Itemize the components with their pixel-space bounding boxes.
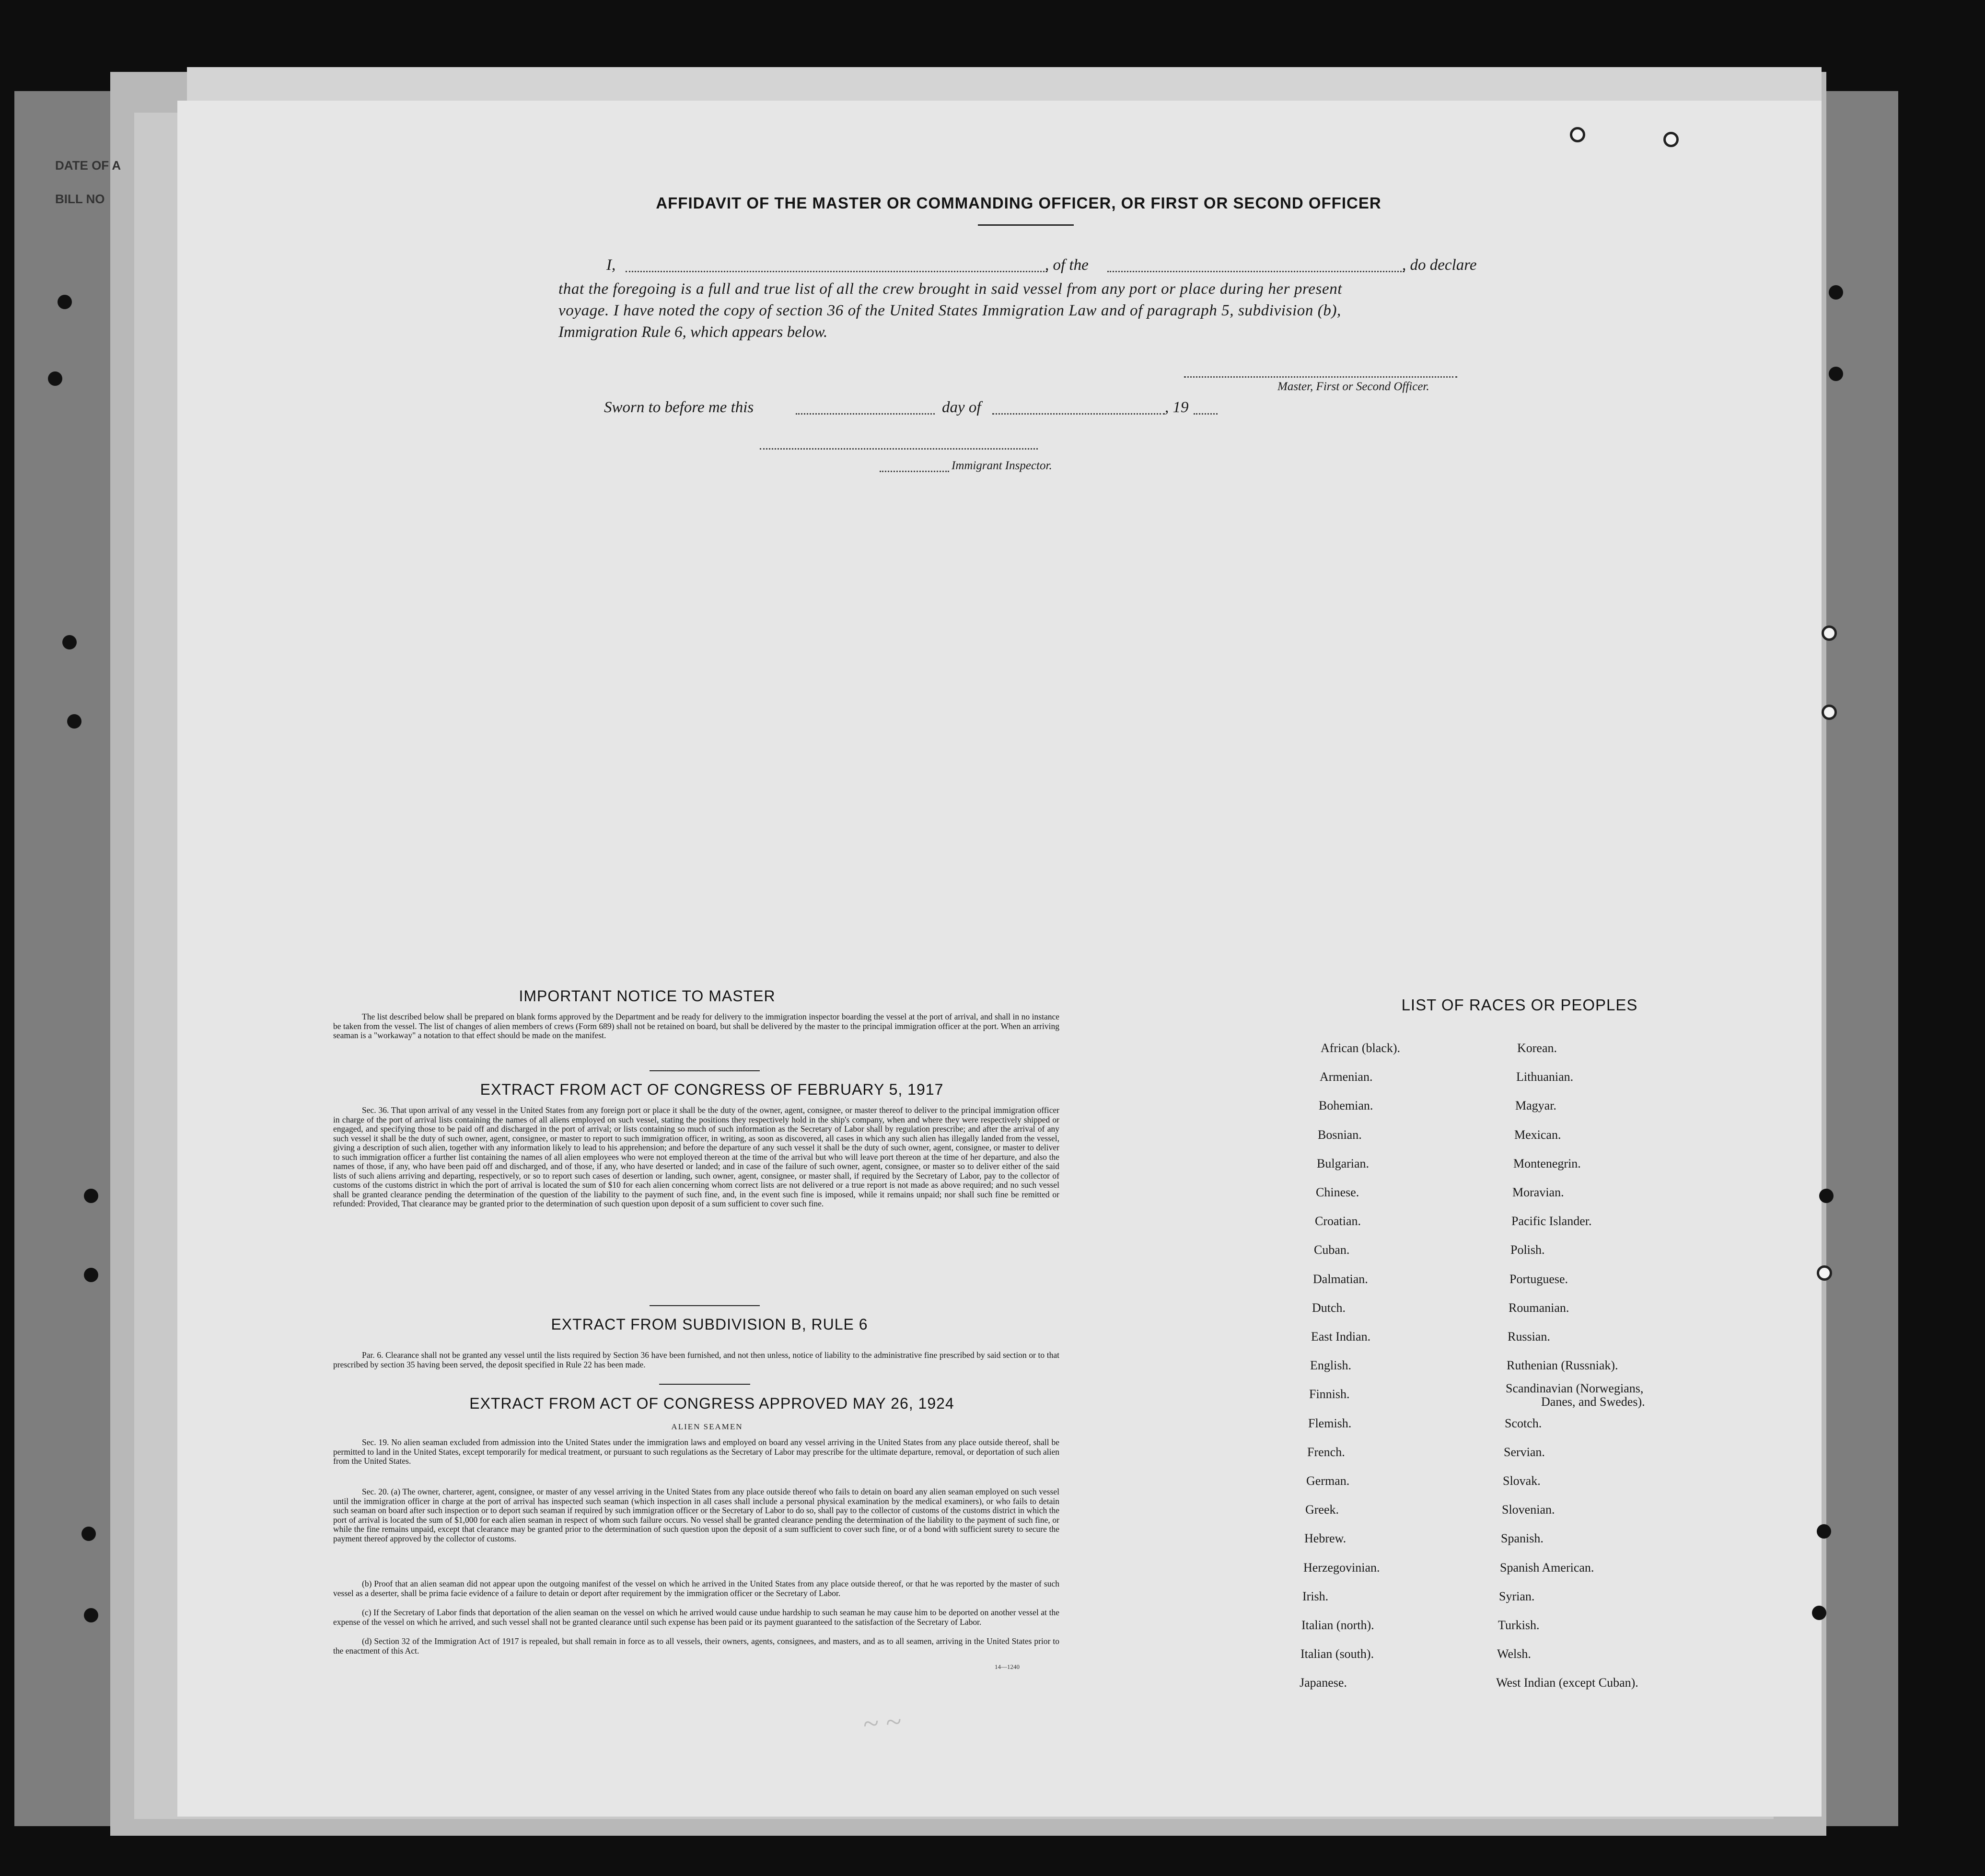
race-item: Hebrew. bbox=[1304, 1531, 1347, 1546]
extract-1924-sec19: Sec. 19. No alien seaman excluded from admission into the United States under the immigration laws and employed on board any vessel arriving in the United States from any place outside thereof, shall be permitted to land in the United States, except temporarily for medical treatment, or pursuant to such regulations as the Secretary of Labor may prescribe for the ultimate departure, removal, or deportation of such alien from the United States. bbox=[333, 1437, 1059, 1466]
race-item: Flemish. bbox=[1308, 1416, 1352, 1430]
punch-hole bbox=[1812, 1606, 1826, 1620]
race-item: Mexican. bbox=[1514, 1127, 1561, 1142]
inspector-label: Immigrant Inspector. bbox=[952, 459, 1052, 472]
race-item: Magyar. bbox=[1515, 1099, 1556, 1113]
month-blank bbox=[992, 413, 1165, 415]
master-signature-line bbox=[1184, 376, 1457, 378]
inspector-short-line bbox=[880, 471, 949, 472]
race-item: Russian. bbox=[1508, 1330, 1550, 1343]
extract-1924-sec20b: (b) Proof that an alien seaman did not appear upon the outgoing manifest of the vessel on which he arrived in the United States from any place outside thereof, or that he was reported by the master of such vessel as a deserter, shall be prima facie evidence of a failure to detain or deport after requirement by the immigration officer or the Secretary of Labor. bbox=[333, 1579, 1059, 1598]
punch-hole bbox=[1663, 132, 1679, 147]
extract-1924-sec20a: Sec. 20. (a) The owner, charterer, agent, consignee, or master of any vessel arriving in the United States from any place outside thereof who fails to detain on board any alien seaman employed on such vessel until the immigration officer in charge at the port of arrival has inspected such seaman (which inspection in all cases shall include a personal physical examination by the medical examiners), or who fails to detain such seaman on board after such inspection or to deport such seaman if required by such immigration officer or the Secretary of Labor to do so, shall pay to the collector of customs of the customs district in which the port of arrival is located the sum of $1,000 for each alien seaman in respect of whom such failure occurs. No vessel shall be granted clearance pending the determination of the liability to the payment of such fine, or while the fine remains unpaid, except that clearance may be granted prior to the determination of such question upon the deposit of a sum sufficient to cover such fine, or of a bond with sufficient surety to secure the payment thereof approved by the collector of customs. bbox=[333, 1487, 1059, 1543]
affidavit-line2: that the foregoing is a full and true list of all the crew brought in said vessel from any port or place during her present bbox=[558, 280, 1343, 298]
race-item: Spanish. bbox=[1501, 1531, 1544, 1546]
title-rule bbox=[978, 224, 1074, 226]
race-item: Servian. bbox=[1504, 1445, 1545, 1459]
vessel-blank bbox=[1107, 271, 1405, 272]
race-item: Pacific Islander. bbox=[1511, 1214, 1592, 1228]
race-item: Lithuanian. bbox=[1516, 1070, 1574, 1084]
race-item: West Indian (except Cuban). bbox=[1496, 1676, 1638, 1690]
race-item: Roumanian. bbox=[1509, 1300, 1569, 1315]
races-title: LIST OF RACES OR PEOPLES bbox=[1401, 996, 1638, 1014]
section-rule bbox=[650, 1305, 760, 1306]
affidavit-declare: , do declare bbox=[1402, 256, 1477, 274]
affidavit-line4: Immigration Rule 6, which appears below. bbox=[558, 324, 828, 341]
race-item: Greek. bbox=[1305, 1503, 1339, 1517]
race-item: Korean. bbox=[1517, 1041, 1557, 1055]
extract-rule6-text: Par. 6. Clearance shall not be granted any vessel until the lists required by Section 36 have been furnished, and not then unless, notice of liability to the administrative fine prescribed by said section or to that prescribed by section 35 having been served, the deposit specified in Rule 22 has been made. bbox=[333, 1350, 1059, 1369]
year-label: , 19 bbox=[1165, 399, 1189, 416]
sworn-day-blank bbox=[796, 413, 935, 415]
race-item: Spanish American. bbox=[1500, 1560, 1594, 1575]
race-item: East Indian. bbox=[1311, 1330, 1371, 1343]
punch-hole bbox=[67, 714, 81, 729]
race-item: German. bbox=[1306, 1474, 1350, 1488]
name-blank bbox=[626, 271, 1047, 272]
race-item-continuation: Danes, and Swedes). bbox=[1541, 1395, 1645, 1409]
race-item: Dutch. bbox=[1312, 1300, 1346, 1315]
race-item: Scandinavian (Norwegians, bbox=[1506, 1381, 1644, 1396]
form-number: 14—1240 bbox=[995, 1663, 1020, 1670]
affidavit-i: I, bbox=[606, 256, 616, 274]
margin-bill-label: BILL NO bbox=[55, 192, 105, 206]
punch-hole bbox=[1822, 625, 1837, 641]
inspector-signature-line bbox=[760, 448, 1038, 450]
race-item: Montenegrin. bbox=[1513, 1156, 1581, 1170]
punch-hole bbox=[1817, 1524, 1831, 1539]
race-item: Cuban. bbox=[1314, 1243, 1350, 1257]
alien-seamen-subtitle: ALIEN SEAMEN bbox=[671, 1422, 743, 1431]
punch-hole bbox=[84, 1608, 98, 1622]
punch-hole bbox=[1819, 1189, 1834, 1203]
affidavit-line3: voyage. I have noted the copy of section 36 of the United States Immigration Law and of paragraph 5, subdivision (b), bbox=[558, 302, 1341, 319]
race-item: Herzegovinian. bbox=[1303, 1560, 1380, 1575]
race-item: English. bbox=[1310, 1358, 1351, 1373]
punch-hole bbox=[81, 1527, 96, 1541]
punch-hole bbox=[84, 1268, 98, 1282]
day-of-label: day of bbox=[942, 399, 981, 416]
punch-hole bbox=[1829, 285, 1843, 300]
race-item: Moravian. bbox=[1512, 1185, 1564, 1199]
race-item: Welsh. bbox=[1497, 1647, 1531, 1661]
race-item: Croatian. bbox=[1315, 1214, 1361, 1228]
extract-rule6-title: EXTRACT FROM SUBDIVISION B, RULE 6 bbox=[551, 1316, 868, 1333]
race-item: Armenian. bbox=[1320, 1070, 1373, 1084]
notice-title: IMPORTANT NOTICE TO MASTER bbox=[519, 987, 776, 1005]
year-blank bbox=[1194, 413, 1218, 415]
punch-hole bbox=[1817, 1265, 1832, 1281]
punch-hole bbox=[48, 371, 62, 386]
race-item: Bohemian. bbox=[1319, 1099, 1373, 1113]
race-item: Japanese. bbox=[1300, 1676, 1347, 1690]
race-item: Syrian. bbox=[1499, 1589, 1535, 1603]
extract-1917-title: EXTRACT FROM ACT OF CONGRESS OF FEBRUARY 5, 1917 bbox=[480, 1081, 944, 1098]
faint-handwriting: ~ ~ bbox=[861, 1705, 903, 1740]
extract-1924-title: EXTRACT FROM ACT OF CONGRESS APPROVED MAY 26, 1924 bbox=[469, 1395, 954, 1412]
punch-hole bbox=[62, 635, 77, 649]
extract-1924-sec20c: (c) If the Secretary of Labor finds that deportation of the alien seaman on the vessel on which he arrived would cause undue hardship to such seaman he may cause him to be deported on another vessel at the expense of the vessel on which he arrived, and such vessel shall not be granted clearance until such expense has been paid or its payment guaranteed to the satisfaction of the Secretary of Labor. bbox=[333, 1608, 1059, 1627]
race-item: Dalmatian. bbox=[1313, 1272, 1368, 1286]
race-item: Bulgarian. bbox=[1317, 1156, 1370, 1170]
race-item: Portuguese. bbox=[1509, 1272, 1568, 1286]
section-rule bbox=[659, 1384, 750, 1385]
affidavit-title: AFFIDAVIT OF THE MASTER OR COMMANDING OFFICER, OR FIRST OR SECOND OFFICER bbox=[656, 194, 1381, 212]
race-item: Polish. bbox=[1510, 1243, 1545, 1257]
race-item: Italian (north). bbox=[1301, 1618, 1374, 1632]
punch-hole bbox=[58, 295, 72, 309]
race-item: Italian (south). bbox=[1300, 1647, 1374, 1661]
extract-1917-text: Sec. 36. That upon arrival of any vessel in the United States from any foreign port or place it shall be the duty of the owner, agent, consignee, or master thereof to deliver to the principal immigration officer in charge of the port of arrival lists containing the names of all aliens employed on such vessel, stating the positions they respectively hold in the ship's company, when and where they were respectively shipped or engaged, and specifying those to be paid off and discharged in the port of arrival; or lists containing so much of such information as the Secretary of Labor shall by regulation prescribe; and after the arrival of any such vessel it shall be the duty of such owner, agent, consignee, or master to report to such immigration officer, in writing, as soon as discovered, all cases in which any such alien has illegally landed from the vessel, giving a description of such alien, together with any information likely to lead to his apprehension; and before the departure of any such vessel it shall be the duty of such owner, agent, consignee, or master to deliver to such immigration officer a further list containing the names of all alien employees who were not employed thereon at the time of the arrival but who will leave port thereon at the time of her departure, and also the names of those, if any, who have been paid off and discharged, and of those, if any, who have deserted or landed; and in case of the failure of such owner, agent, consignee, or master so to deliver either of the said lists of such aliens arriving and departing, respectively, or so to report such cases of desertion or landing, such owner, agent, consignee, or master shall, if required by the Secretary of Labor, pay to the collector of customs of the customs district in which the port of arrival is located the sum of $10 for each alien concerning whom correct lists are not delivered or a true report is not made as above required; and no such vessel shall be granted clearance pending the determination of the question of the liability to the payment of such fine, and, in the event such fine is imposed, while it remains unpaid; nor shall such fine be remitted or refunded: Provided, That clearance may be granted prior to the determination of such question upon deposit of a sum sufficient to cover such fine. bbox=[333, 1105, 1059, 1208]
race-item: Finnish. bbox=[1309, 1387, 1350, 1401]
race-item: French. bbox=[1307, 1445, 1345, 1459]
section-rule bbox=[650, 1070, 760, 1071]
race-item: African (black). bbox=[1321, 1041, 1401, 1055]
sworn-label: Sworn to before me this bbox=[604, 399, 754, 416]
punch-hole bbox=[84, 1189, 98, 1203]
margin-date-label: DATE OF A bbox=[55, 158, 121, 173]
punch-hole bbox=[1570, 127, 1585, 142]
race-item: Slovenian. bbox=[1502, 1503, 1555, 1517]
race-item: Chinese. bbox=[1316, 1185, 1359, 1199]
notice-text: The list described below shall be prepared on blank forms approved by the Department and be ready for delivery to the immigration inspector boarding the vessel at the port of arrival, and shall in no instance be taken from the vessel. The list of changes of alien members of crews (Form 689) shall not be retained on board, but shall be delivered by the master to the principal immigration officer at the port. When an arriving seaman is a "workaway" a notation to that effect should be made on the manifest. bbox=[333, 1012, 1059, 1040]
punch-hole bbox=[1829, 367, 1843, 381]
punch-hole bbox=[1822, 705, 1837, 720]
affidavit-of-the: , of the bbox=[1045, 256, 1089, 274]
race-item: Slovak. bbox=[1503, 1474, 1541, 1488]
race-item: Irish. bbox=[1302, 1589, 1329, 1603]
master-label: Master, First or Second Officer. bbox=[1277, 380, 1429, 393]
race-item: Bosnian. bbox=[1318, 1127, 1362, 1142]
race-item: Scotch. bbox=[1505, 1416, 1542, 1430]
extract-1924-sec20d: (d) Section 32 of the Immigration Act of 1917 is repealed, but shall remain in force as to all vessels, their owners, agents, consignees, and masters, and as to all seamen, arriving in the United States prior to the enactment of this Act. bbox=[333, 1636, 1059, 1656]
race-item: Turkish. bbox=[1498, 1618, 1540, 1632]
manifest-page bbox=[177, 101, 1822, 1817]
race-item: Ruthenian (Russniak). bbox=[1507, 1358, 1618, 1373]
